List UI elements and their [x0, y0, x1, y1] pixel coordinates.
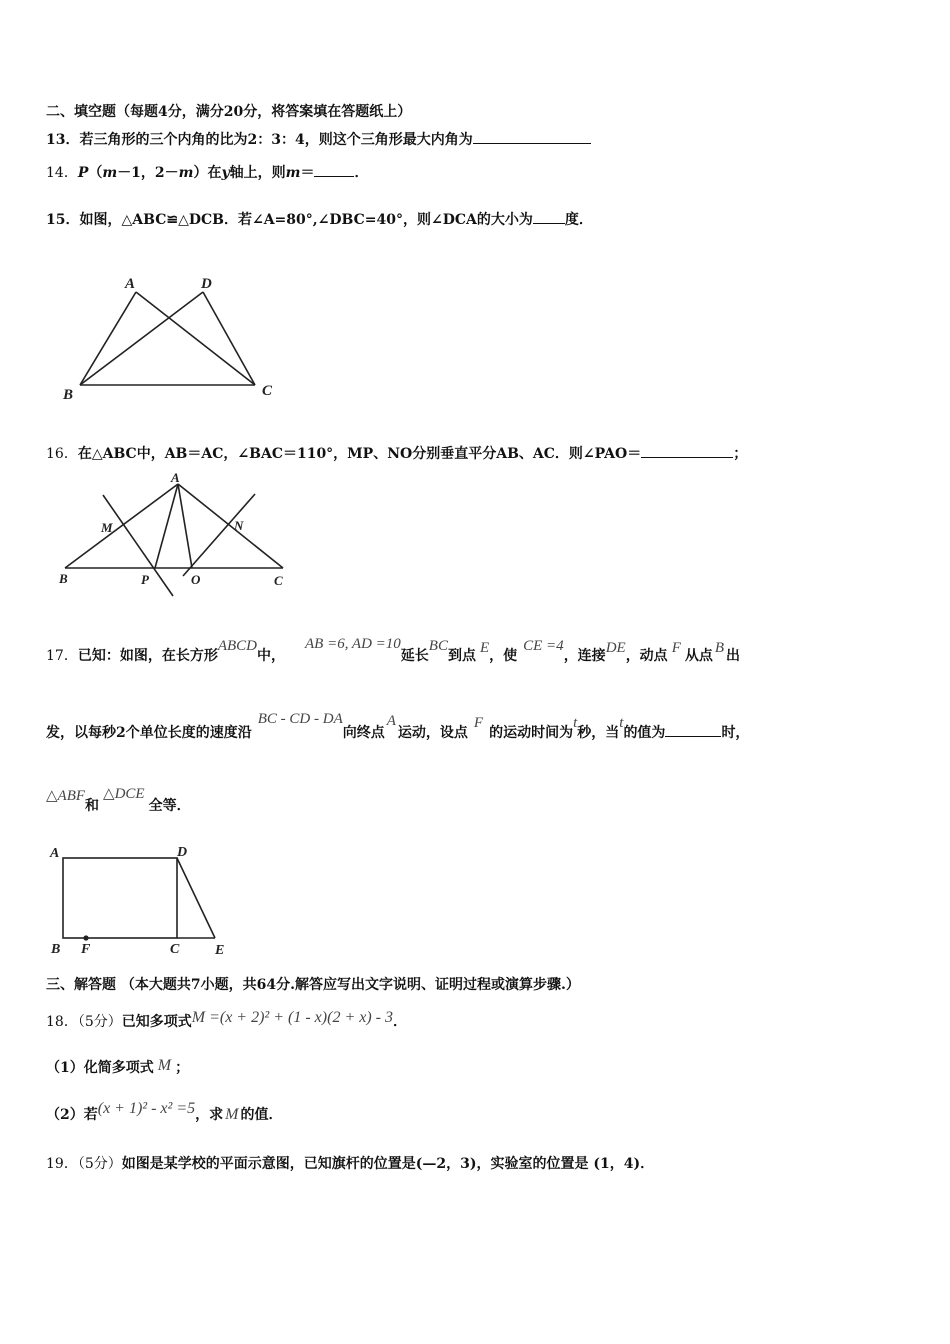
answer-blank-14[interactable]: [314, 162, 354, 177]
question-18-score: （5分）: [77, 1014, 122, 1030]
q17-text: 的运动时间为: [489, 725, 574, 741]
label-d: D: [177, 845, 188, 860]
paren-open: （: [88, 165, 103, 181]
label-p: P: [141, 572, 149, 587]
q17-text: 和: [85, 798, 100, 814]
point-p: P: [77, 165, 89, 181]
q17-text: 向终点: [342, 725, 385, 741]
q17-text: 延长: [400, 648, 429, 664]
var-m: m: [102, 165, 118, 181]
answer-blank-13[interactable]: [473, 129, 591, 144]
question-18: [46, 1009, 407, 1031]
q18-part-2-end: 的值．: [240, 1107, 283, 1123]
section-3-title: 三、解答题 （本大题共7小题，共64分.解答应写出文字说明、证明过程或演算步骤.）: [46, 977, 580, 993]
var-m: m: [178, 165, 194, 181]
q17-math-b: B: [714, 640, 725, 656]
q18-math-m: M: [157, 1057, 172, 1074]
question-18-text: 已知多项式: [121, 1014, 192, 1030]
answer-blank-16[interactable]: [641, 443, 733, 458]
question-18-number: 18．: [46, 1014, 78, 1030]
q17-math-bc: BC: [428, 638, 448, 654]
q17-math-abcd: ABCD: [217, 638, 257, 654]
question-18-part-2: [46, 1100, 283, 1124]
q17-math-ce: CE =4: [523, 638, 564, 654]
q17-math-dce: △DCE: [103, 786, 145, 802]
label-d: D: [201, 276, 212, 292]
q17-text: 运动，设点: [397, 725, 468, 741]
question-17-line-1: [46, 636, 741, 665]
question-18-part-1: [46, 1059, 189, 1077]
var-m: m: [285, 165, 301, 181]
var-y: y: [221, 165, 230, 181]
question-18-end: ．: [393, 1014, 407, 1030]
coord-text: －1，2－: [117, 165, 179, 181]
question-14-text-1: ）在: [193, 165, 222, 181]
question-19-score: （5分）: [77, 1156, 122, 1172]
question-14-text-2: 轴上，则: [229, 165, 286, 181]
label-f: F: [81, 942, 91, 957]
q17-text: 全等．: [148, 798, 191, 814]
label-n: N: [234, 518, 244, 533]
label-b: B: [63, 387, 74, 403]
q17-math-abf: △ABF: [46, 788, 86, 804]
q17-text: 到点: [447, 648, 476, 664]
question-13-text: 若三角形的三个内角的比为2：3：4，则这个三角形最大内角为: [79, 132, 473, 148]
q18-part-2-text-2: ，求: [195, 1107, 224, 1123]
q17-math-t: t: [619, 715, 624, 731]
q17-math-lengths: AB =6, AD =10: [305, 636, 401, 652]
label-o: O: [191, 572, 201, 587]
q17-text: ，使: [489, 648, 518, 664]
label-c: C: [262, 383, 273, 399]
q17-text: ，连接: [563, 648, 606, 664]
q18-math-m: M: [225, 1106, 239, 1123]
question-17-line-2: [46, 711, 750, 742]
q17-text: 出: [726, 648, 741, 664]
label-b: B: [51, 942, 61, 957]
q18-math-condition: (x + 1)² - x² =5: [97, 1100, 196, 1117]
q18-part-2-text: （2）若: [46, 1107, 98, 1123]
question-14-number: 14．: [46, 165, 78, 181]
question-13: [46, 129, 591, 149]
label-a: A: [50, 846, 60, 861]
label-a: A: [171, 470, 180, 485]
question-17-number: 17．: [46, 648, 78, 664]
question-13-number: 13．: [46, 132, 80, 148]
question-19: [46, 1155, 654, 1173]
question-16: [46, 443, 747, 463]
q18-math-formula: M =(x + 2)² + (1 - x)(2 + x) - 3: [191, 1009, 393, 1026]
question-15: [46, 209, 593, 229]
label-c: C: [274, 573, 283, 588]
q17-math-t: t: [573, 715, 578, 731]
question-14-end: ．: [354, 165, 369, 181]
q17-math-path: BC - CD - DA: [257, 711, 343, 727]
figure-17-rectangle: [45, 838, 245, 963]
section-2-title: 二、填空题（每题4分，满分20分，将答案填在答题纸上）: [46, 104, 412, 120]
q17-text: 发，以每秒2个单位长度的速度沿: [46, 725, 252, 741]
label-c: C: [170, 942, 180, 957]
question-15-end: 度．: [564, 212, 593, 228]
label-e: E: [215, 943, 225, 958]
question-16-end: ；: [733, 446, 748, 462]
q17-text: ，动点: [625, 648, 668, 664]
answer-blank-17[interactable]: [665, 722, 721, 737]
q17-math-f: F: [473, 715, 484, 731]
question-15-text: 如图，△ABC≌△DCB．若∠A=80°,∠DBC=40°，则∠DCA的大小为: [79, 212, 533, 228]
q17-math-e: E: [479, 640, 490, 656]
question-15-number: 15．: [46, 212, 80, 228]
equals-sign: ＝: [300, 165, 315, 181]
figure-16-triangle-bisectors: [55, 470, 300, 600]
q18-part-1-text: （1）化简多项式: [46, 1060, 154, 1076]
q17-text: 的值为: [623, 725, 666, 741]
question-16-text: 在△ABC中，AB＝AC，∠BAC＝110°，MP、NO分别垂直平分AB、AC．则∠PAO＝: [77, 446, 642, 462]
question-19-text: 如图是某学校的平面示意图，已知旗杆的位置是(—2，3)，实验室的位置是 (1，4)．: [121, 1156, 655, 1172]
label-a: A: [125, 276, 136, 292]
q17-text: 从点: [684, 648, 713, 664]
question-17-line-3: [46, 786, 191, 815]
q17-text: 秒，当: [577, 725, 620, 741]
q17-text: 已知：如图，在长方形: [77, 648, 218, 664]
figure-15-triangles: [55, 270, 285, 405]
answer-blank-15[interactable]: [533, 209, 565, 224]
question-19-number: 19．: [46, 1156, 78, 1172]
label-b: B: [59, 571, 68, 586]
label-m: M: [101, 520, 113, 535]
q17-text: 中，: [257, 648, 285, 664]
question-16-number: 16．: [46, 446, 78, 462]
q17-text: 时，: [721, 725, 750, 741]
q17-math-f: F: [671, 640, 681, 656]
q18-part-1-end: ；: [175, 1060, 190, 1076]
question-14: [46, 162, 368, 182]
q17-math-a: A: [386, 713, 396, 729]
q17-math-de: DE: [605, 640, 626, 656]
